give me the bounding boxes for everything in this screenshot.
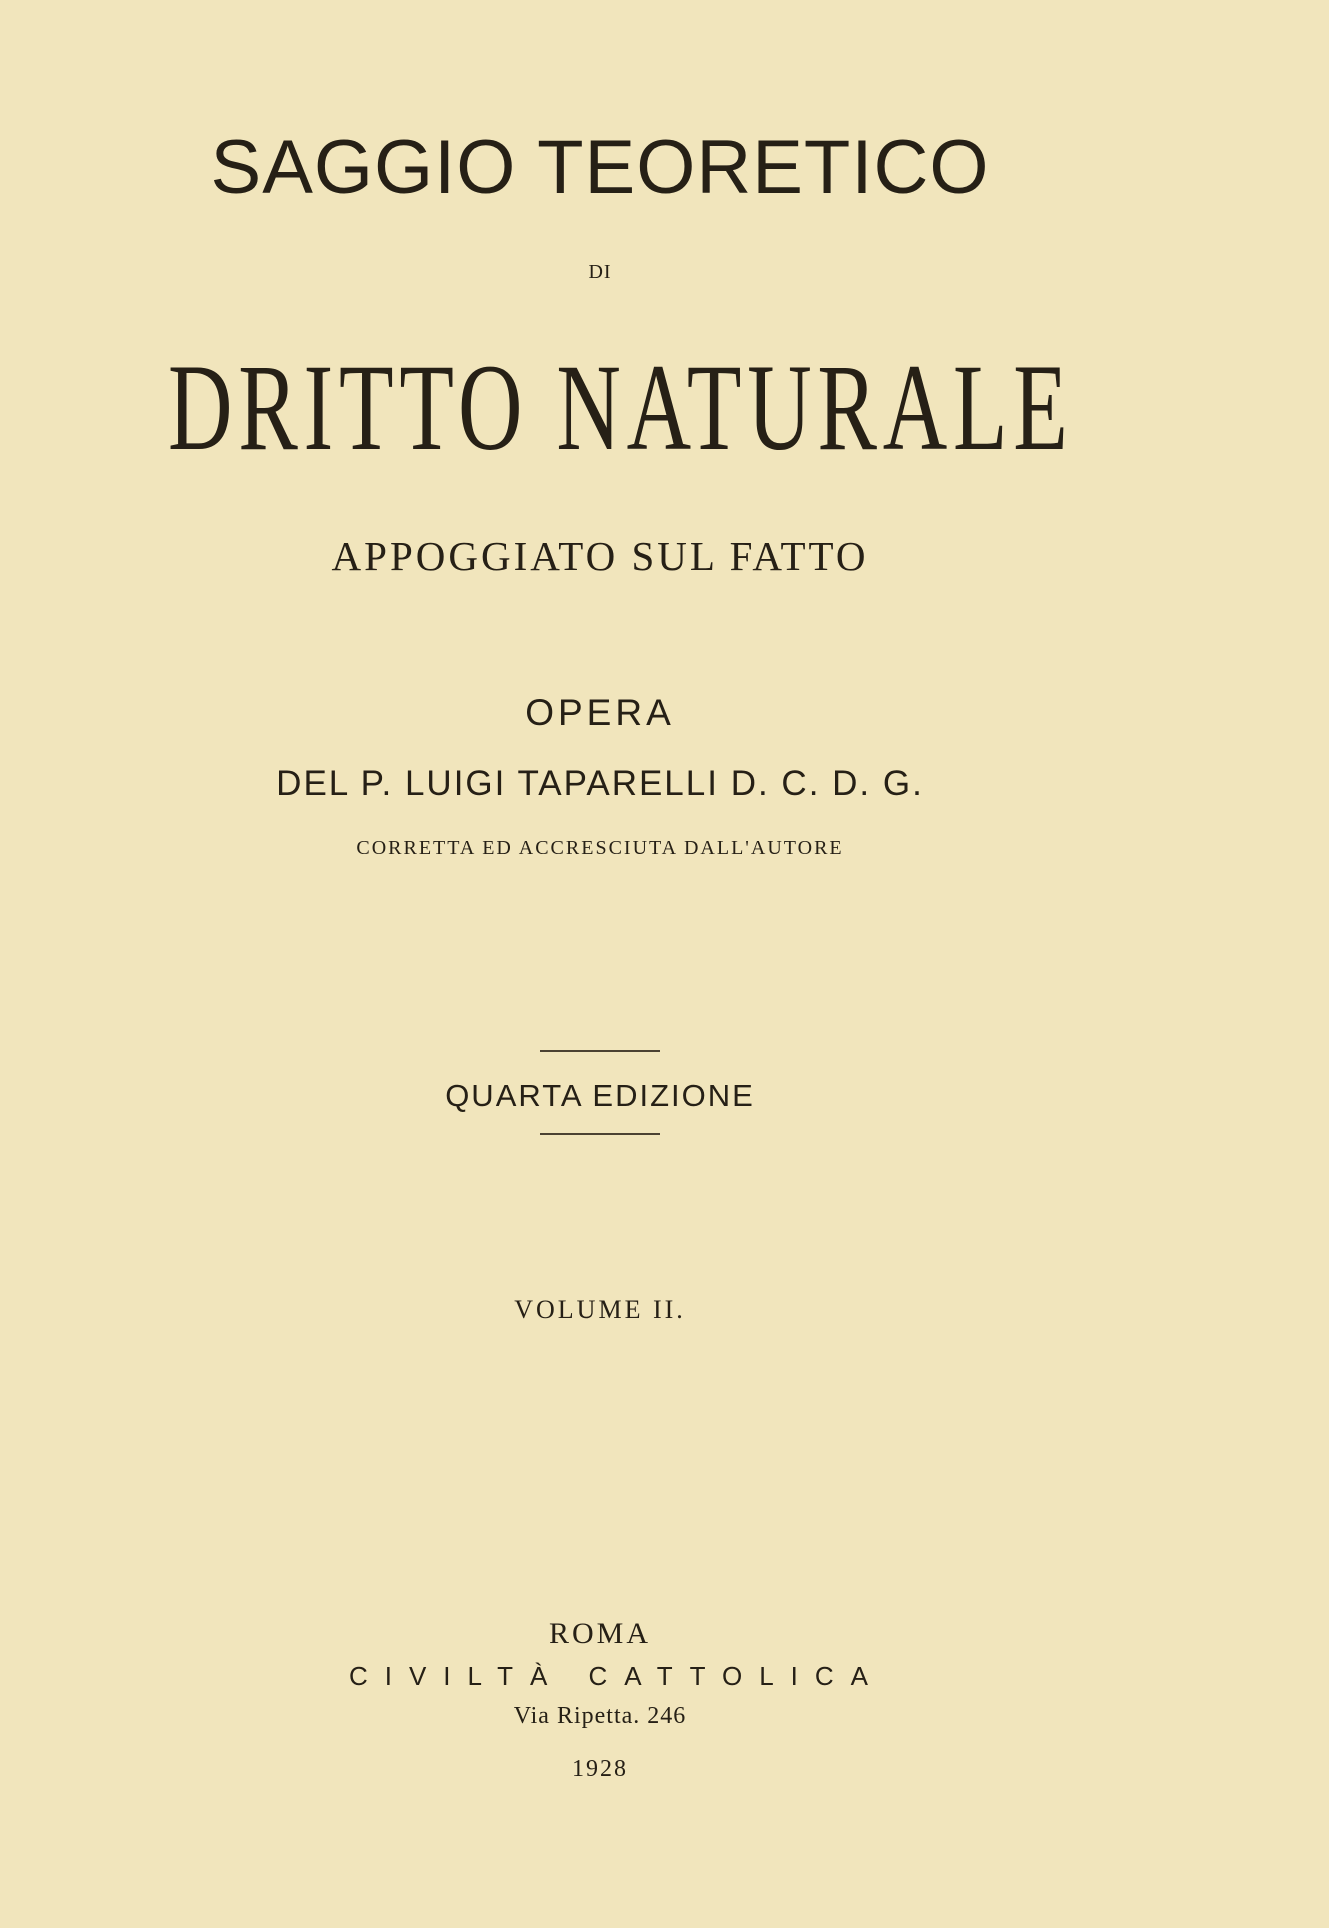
imprint-publisher: CIVILTÀ CATTOLICA: [348, 1661, 886, 1691]
title-line-2: DRITTO NATURALE: [167, 339, 1074, 476]
edition-label: QUARTA EDIZIONE: [445, 1078, 755, 1113]
edition-rule-bottom: [540, 1133, 660, 1135]
title-connector: DI: [588, 261, 612, 283]
author-line: DEL P. LUIGI TAPARELLI D. C. D. G.: [276, 764, 924, 803]
title-line-1: SAGGIO TEORETICO: [210, 125, 990, 210]
imprint-year: 1928: [572, 1756, 628, 1782]
imprint-city: ROMA: [548, 1617, 651, 1650]
imprint-address: Via Ripetta. 246: [513, 1703, 687, 1729]
volume-label: VOLUME II.: [514, 1295, 686, 1324]
edition-rule-top: [540, 1050, 660, 1052]
subtitle: APPOGGIATO SUL FATTO: [331, 533, 869, 579]
revision-note: CORRETTA ED ACCRESCIUTA DALL'AUTORE: [356, 837, 844, 859]
work-label: OPERA: [525, 692, 675, 733]
